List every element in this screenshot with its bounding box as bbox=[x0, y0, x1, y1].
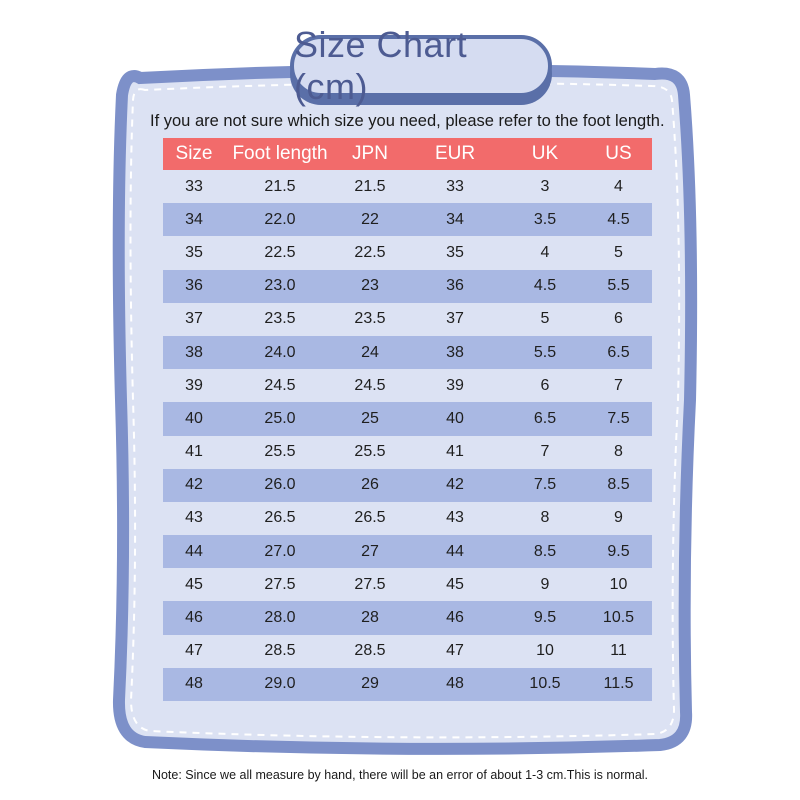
cell-size: 35 bbox=[185, 243, 203, 261]
cell-eur: 48 bbox=[446, 675, 464, 693]
cell-jpn: 28.5 bbox=[354, 642, 386, 660]
cell-size: 46 bbox=[185, 609, 203, 627]
cell-size: 37 bbox=[185, 310, 203, 328]
header-size: Size bbox=[175, 143, 213, 164]
cell-size: 33 bbox=[185, 177, 203, 195]
header-uk: UK bbox=[531, 143, 559, 164]
cell-foot-length: 25.5 bbox=[264, 443, 296, 461]
cell-foot-length: 21.5 bbox=[264, 177, 296, 195]
page-title: Size Chart (cm) bbox=[294, 24, 468, 107]
table-row bbox=[163, 436, 652, 469]
cell-size: 42 bbox=[185, 476, 203, 494]
cell-jpn: 28 bbox=[361, 609, 379, 627]
cell-size: 47 bbox=[185, 642, 203, 660]
cell-jpn: 24.5 bbox=[354, 376, 386, 394]
cell-uk: 10.5 bbox=[529, 675, 561, 693]
cell-foot-length: 22.5 bbox=[264, 243, 296, 261]
table-header-row bbox=[163, 138, 652, 170]
header-jpn: JPN bbox=[352, 143, 388, 164]
title-badge bbox=[290, 24, 552, 107]
cell-us: 10.5 bbox=[602, 609, 635, 627]
header-foot-length: Foot length bbox=[232, 143, 328, 164]
cell-eur: 38 bbox=[446, 343, 464, 361]
cell-uk: 6.5 bbox=[533, 409, 557, 427]
cell-foot-length: 27.0 bbox=[264, 542, 296, 560]
cell-us: 11.5 bbox=[603, 675, 634, 693]
table-row bbox=[163, 601, 652, 634]
cell-size: 39 bbox=[185, 376, 203, 394]
cell-uk: 7 bbox=[540, 443, 550, 461]
cell-us: 8.5 bbox=[607, 476, 630, 494]
cell-size: 41 bbox=[185, 443, 203, 461]
cell-uk: 9.5 bbox=[533, 609, 557, 627]
cell-foot-length: 28.0 bbox=[264, 609, 296, 627]
cell-size: 38 bbox=[185, 343, 203, 361]
cell-foot-length: 22.0 bbox=[264, 210, 296, 228]
cell-jpn: 29 bbox=[361, 675, 379, 693]
cell-us: 4 bbox=[614, 177, 623, 195]
cell-jpn: 22.5 bbox=[354, 243, 386, 261]
cell-uk: 4.5 bbox=[533, 277, 557, 295]
cell-uk: 9 bbox=[540, 575, 550, 593]
table-row bbox=[163, 369, 652, 402]
cell-eur: 46 bbox=[446, 609, 464, 627]
cell-eur: 47 bbox=[446, 642, 464, 660]
cell-uk: 10 bbox=[536, 642, 554, 660]
cell-eur: 39 bbox=[446, 376, 464, 394]
table-row bbox=[163, 469, 652, 502]
cell-jpn: 24 bbox=[361, 343, 379, 361]
cell-us: 11 bbox=[610, 642, 627, 660]
cell-foot-length: 24.5 bbox=[264, 376, 296, 394]
table-row bbox=[163, 170, 652, 203]
table-row bbox=[163, 402, 652, 435]
cell-uk: 8 bbox=[540, 509, 550, 527]
cell-eur: 36 bbox=[446, 277, 464, 295]
table-row bbox=[163, 336, 652, 369]
table-row bbox=[163, 535, 652, 568]
cell-size: 36 bbox=[185, 277, 203, 295]
cell-foot-length: 23.0 bbox=[264, 277, 296, 295]
cell-eur: 34 bbox=[446, 210, 464, 228]
cell-eur: 37 bbox=[446, 310, 464, 328]
cell-jpn: 23.5 bbox=[354, 310, 386, 328]
cell-size: 44 bbox=[185, 542, 203, 560]
cell-foot-length: 29.0 bbox=[264, 675, 296, 693]
cell-foot-length: 23.5 bbox=[264, 310, 296, 328]
table-body bbox=[163, 170, 652, 701]
cell-jpn: 23 bbox=[361, 277, 379, 295]
table-row bbox=[163, 502, 652, 535]
cell-foot-length: 27.5 bbox=[264, 575, 296, 593]
cell-jpn: 25 bbox=[361, 409, 379, 427]
cell-us: 8 bbox=[614, 443, 623, 461]
header-eur: EUR bbox=[434, 143, 476, 164]
table-row bbox=[163, 203, 652, 236]
table-row bbox=[163, 635, 652, 668]
cell-us: 6 bbox=[614, 310, 623, 328]
cell-us: 4.5 bbox=[607, 210, 630, 228]
table-row bbox=[163, 236, 652, 269]
cell-us: 10 bbox=[609, 575, 628, 593]
cell-uk: 3.5 bbox=[533, 210, 557, 228]
cell-us: 7.5 bbox=[607, 409, 630, 427]
intro-text: If you are not sure which size you need, please refer to the foot length. bbox=[150, 112, 665, 130]
cell-jpn: 26 bbox=[361, 476, 379, 494]
cell-uk: 5 bbox=[540, 310, 550, 328]
cell-jpn: 22 bbox=[361, 210, 379, 228]
table-row bbox=[163, 303, 652, 336]
cell-eur: 40 bbox=[446, 409, 464, 427]
cell-us: 5 bbox=[614, 243, 623, 261]
cell-eur: 33 bbox=[446, 177, 464, 195]
cell-foot-length: 28.5 bbox=[264, 642, 296, 660]
cell-uk: 3 bbox=[540, 177, 550, 195]
cell-foot-length: 25.0 bbox=[264, 409, 296, 427]
cell-size: 34 bbox=[185, 210, 203, 228]
cell-eur: 45 bbox=[446, 575, 464, 593]
table-row bbox=[163, 668, 652, 701]
table-row bbox=[163, 270, 652, 303]
cell-jpn: 27.5 bbox=[354, 575, 386, 593]
cell-foot-length: 26.0 bbox=[264, 476, 296, 494]
cell-us: 5.5 bbox=[607, 277, 630, 295]
size-table bbox=[163, 138, 652, 701]
cell-uk: 6 bbox=[540, 376, 550, 394]
cell-eur: 42 bbox=[446, 476, 464, 494]
cell-size: 45 bbox=[185, 575, 203, 593]
cell-us: 6.5 bbox=[607, 343, 630, 361]
header-us: US bbox=[605, 143, 632, 164]
footnote: Note: Since we all measure by hand, there will be an error of about 1-3 cm.This is normal. bbox=[151, 768, 649, 782]
cell-eur: 35 bbox=[446, 243, 464, 261]
cell-us: 7 bbox=[614, 376, 623, 394]
cell-jpn: 25.5 bbox=[354, 443, 386, 461]
cell-size: 43 bbox=[185, 509, 203, 527]
cell-uk: 8.5 bbox=[533, 542, 557, 560]
cell-eur: 41 bbox=[446, 443, 464, 461]
cell-size: 48 bbox=[185, 675, 203, 693]
cell-jpn: 21.5 bbox=[354, 177, 386, 195]
table-row bbox=[163, 568, 652, 601]
cell-jpn: 27 bbox=[361, 542, 379, 560]
cell-jpn: 26.5 bbox=[354, 509, 386, 527]
cell-size: 40 bbox=[185, 409, 203, 427]
cell-uk: 4 bbox=[540, 243, 550, 261]
cell-foot-length: 26.5 bbox=[264, 509, 296, 527]
cell-uk: 7.5 bbox=[533, 476, 557, 494]
cell-us: 9.5 bbox=[607, 542, 630, 560]
cell-uk: 5.5 bbox=[533, 343, 557, 361]
cell-us: 9 bbox=[614, 509, 623, 527]
cell-foot-length: 24.0 bbox=[264, 343, 296, 361]
cell-eur: 43 bbox=[446, 509, 464, 527]
cell-eur: 44 bbox=[446, 542, 464, 560]
